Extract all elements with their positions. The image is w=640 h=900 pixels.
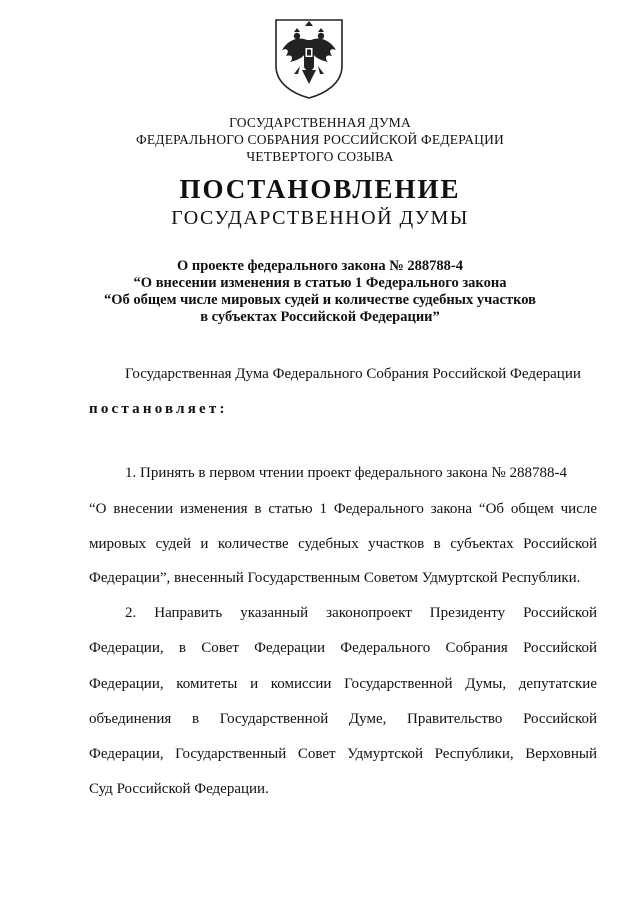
preamble-line: Государственная Дума Федерального Собрания Российской Федерации	[125, 366, 581, 382]
item-1-line-2: “О внесении изменения в статью 1 Федерального закона “Об общем числе	[89, 501, 597, 517]
header-line-3: ЧЕТВЕРТОГО СОЗЫВА	[246, 149, 394, 164]
subject-line-1: О проекте федерального закона № 288788-4	[176, 258, 464, 274]
item-2-line-2: Федерации, в Совет Федерации Федерального Собрания Российской	[89, 640, 597, 656]
document-subtitle: ГОСУДАРСТВЕННОЙ ДУМЫ	[171, 207, 469, 229]
item-2-line-4: объединения в Государственной Думе, Правительство Российской	[89, 711, 597, 727]
decree-word: постановляет:	[89, 401, 228, 417]
item-2-line-6: Суд Российской Федерации.	[89, 781, 269, 797]
item-1-line-4: Федерации”, внесенный Государственным Советом Удмуртской Республики.	[89, 570, 581, 586]
subject-line-4: в субъектах Российской Федерации”	[200, 309, 440, 325]
state-emblem	[272, 14, 346, 100]
subject-line-2: “О внесении изменения в статью 1 Федерального закона	[133, 275, 507, 291]
document-title: ПОСТАНОВЛЕНИЕ	[179, 174, 461, 204]
subject-line-3: “Об общем числе мировых судей и количестве судебных участков	[104, 292, 536, 308]
item-2-line-1: 2. Направить указанный законопроект Президенту Российской	[125, 605, 597, 621]
item-1-line-1: 1. Принять в первом чтении проект федерального закона № 288788-4	[125, 465, 567, 481]
double-headed-eagle-emblem-icon	[272, 14, 346, 100]
item-1-line-3: мировых судей и количестве судебных участков в субъектах Российской	[89, 536, 597, 552]
item-2-line-5: Федерации, Государственный Совет Удмуртской Республики, Верховный	[89, 746, 597, 762]
header-line-2: ФЕДЕРАЛЬНОГО СОБРАНИЯ РОССИЙСКОЙ ФЕДЕРАЦИИ	[136, 132, 504, 147]
header-line-1: ГОСУДАРСТВЕННАЯ ДУМА	[229, 115, 411, 130]
item-2-line-3: Федерации, комитеты и комиссии Государственной Думы, депутатские	[89, 676, 597, 692]
